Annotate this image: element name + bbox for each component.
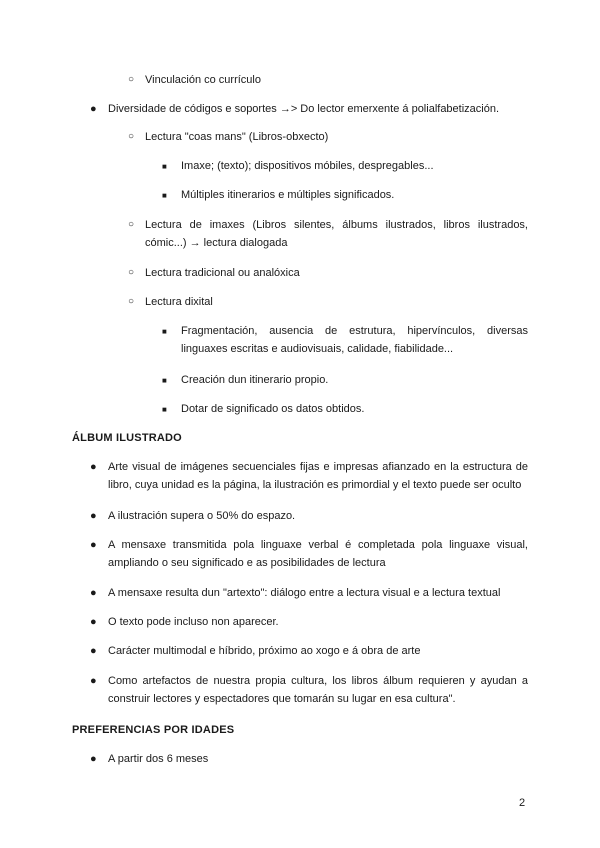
list-item: A mensaxe resulta dun "artexto": diálogo entre a lectura visual e a lectura textual bbox=[108, 587, 501, 599]
bullet-disc: ● bbox=[90, 539, 97, 551]
bullet-disc: ● bbox=[90, 675, 97, 687]
list-item: Dotar de significado os datos obtidos. bbox=[181, 403, 365, 415]
list-item: O texto pode incluso non aparecer. bbox=[108, 616, 279, 628]
list-item: Arte visual de imágenes secuenciales fijas e impresas afianzado en la estructura de libro, cuya unidad es la página, la ilustración es primordial y el texto puede ser oculto bbox=[108, 461, 528, 491]
bullet-square: ■ bbox=[162, 405, 167, 414]
bullet-disc: ● bbox=[90, 461, 97, 473]
bullet-square: ■ bbox=[162, 162, 167, 171]
bullet-disc: ● bbox=[90, 645, 97, 657]
bullet-disc: ● bbox=[90, 753, 97, 765]
bullet-disc: ● bbox=[90, 510, 97, 522]
bullet-square: ■ bbox=[162, 327, 167, 336]
bullet-disc: ● bbox=[90, 103, 97, 115]
list-item: Lectura dixital bbox=[145, 296, 213, 308]
list-item: A mensaxe transmitida pola linguaxe verbal é completada pola linguaxe visual, ampliando o seu significado e as posibilidades de lectura bbox=[108, 539, 528, 569]
list-item: Carácter multimodal e híbrido, próximo ao xogo e á obra de arte bbox=[108, 645, 421, 657]
page-number: 2 bbox=[519, 797, 526, 809]
bullet-hollow: ○ bbox=[128, 131, 135, 142]
bullet-square: ■ bbox=[162, 191, 167, 200]
list-item: Como artefactos de nuestra propia cultura, los libros álbum requieren y ayudan a construir lectores y espectadores que tomarán su lugar en esa cultura". bbox=[108, 675, 528, 705]
section-heading-album: ÁLBUM ILUSTRADO bbox=[72, 432, 182, 444]
bullet-disc: ● bbox=[90, 616, 97, 628]
list-item: Vinculación co currículo bbox=[145, 74, 261, 86]
bullet-hollow: ○ bbox=[128, 296, 135, 307]
list-item: Creación dun itinerario propio. bbox=[181, 374, 329, 386]
list-item: Lectura tradicional ou analóxica bbox=[145, 267, 300, 279]
list-item: A partir dos 6 meses bbox=[108, 753, 209, 765]
bullet-hollow: ○ bbox=[128, 74, 135, 85]
list-item: Múltiples itinerarios e múltiples significados. bbox=[181, 189, 395, 201]
section-heading-preferences: PREFERENCIAS POR IDADES bbox=[72, 724, 235, 736]
bullet-hollow: ○ bbox=[128, 219, 135, 230]
bullet-hollow: ○ bbox=[128, 267, 135, 278]
list-item: Lectura "coas mans" (Libros-obxecto) bbox=[145, 131, 329, 143]
bullet-square: ■ bbox=[162, 376, 167, 385]
list-item: Imaxe; (texto); dispositivos móbiles, despregables... bbox=[181, 160, 434, 172]
list-item: Diversidade de códigos e soportes →> Do lector emerxente á polialfabetización. bbox=[108, 103, 500, 115]
list-item: Lectura de imaxes (Libros silentes, álbums ilustrados, libros ilustrados, cómic...) → lectura dialogada bbox=[145, 219, 528, 249]
bullet-disc: ● bbox=[90, 587, 97, 599]
list-item: Fragmentación, ausencia de estrutura, hipervínculos, diversas linguaxes escritas e audiovisuais, calidade, fiabilidade... bbox=[181, 325, 528, 355]
list-item: A ilustración supera o 50% do espazo. bbox=[108, 510, 296, 522]
